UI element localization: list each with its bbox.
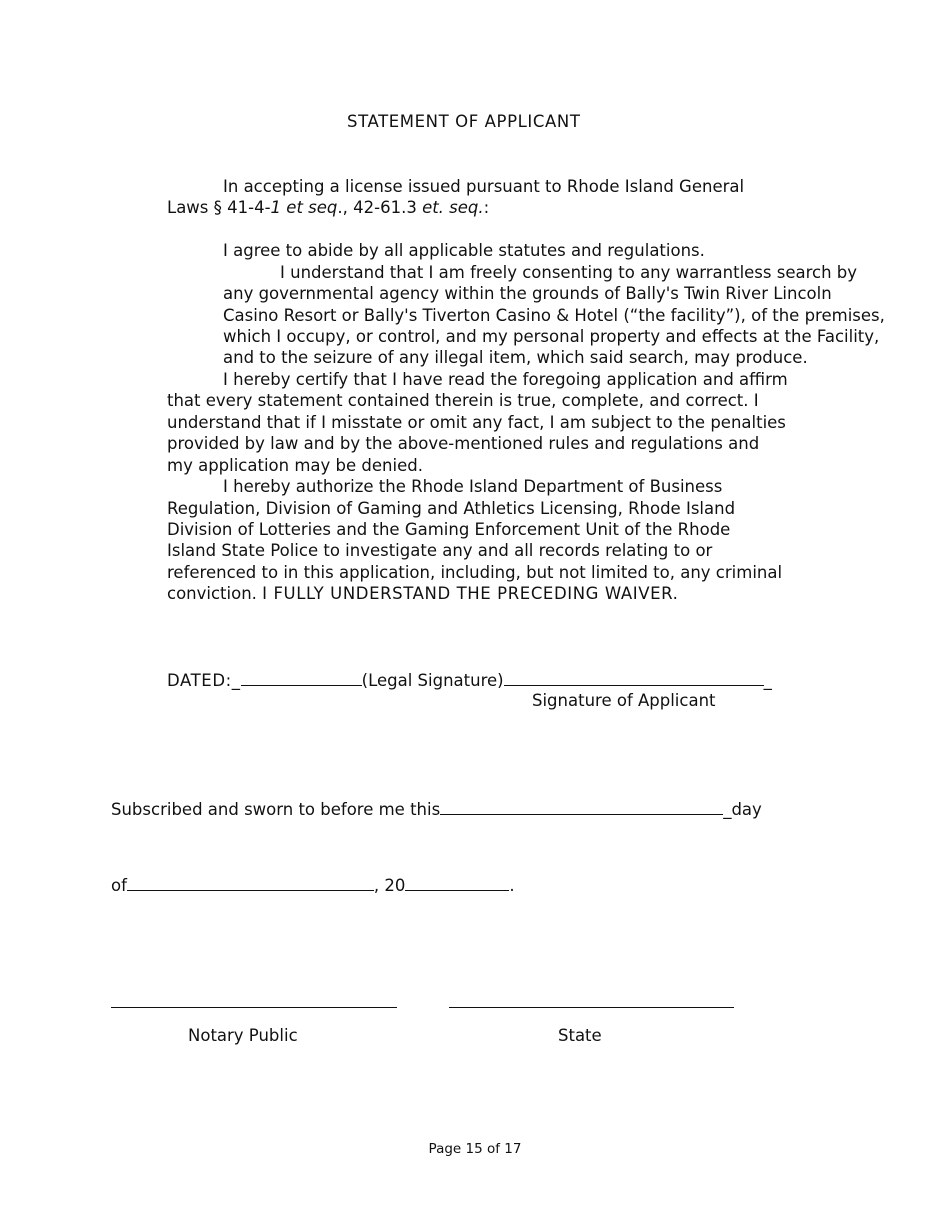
sworn-label: Subscribed and sworn to before me this [111, 800, 441, 819]
search-line: I understand that I am freely consenting to any warrantless search by [280, 263, 858, 282]
certify-line: I hereby certify that I have read the foregoing application and affirm [223, 370, 788, 389]
authorize-line: Division of Lotteries and the Gaming Enforcement Unit of the Rhode [167, 520, 731, 539]
page-number: Page 15 of 17 [428, 1141, 522, 1157]
year-field[interactable] [405, 873, 509, 891]
page-title: STATEMENT OF APPLICANT [347, 112, 581, 131]
authorize-line: referenced to in this application, including, but not limited to, any criminal [167, 563, 783, 582]
authorize-conviction: conviction. [167, 584, 263, 603]
search-line: and to the seizure of any illegal item, which said search, may produce. [223, 348, 808, 367]
sworn-day-field[interactable] [440, 797, 723, 815]
signature-row [167, 668, 772, 691]
intro-et-seq-2: et. seq. [422, 198, 484, 217]
date-field[interactable] [241, 668, 362, 686]
year-prefix: , 20 [373, 876, 406, 895]
dated-label: DATED:_ [167, 671, 241, 690]
search-line: which I occupy, or control, and my personal property and effects at the Facility, [223, 327, 880, 346]
agree-statement: I agree to abide by all applicable statutes and regulations. [223, 241, 705, 260]
search-line: Casino Resort or Bally's Tiverton Casino & Hotel (“the facility”), of the premises, [223, 306, 885, 325]
signature-caption: Signature of Applicant [532, 691, 716, 710]
authorize-line-last [167, 583, 679, 604]
authorize-line: Regulation, Division of Gaming and Athletics Licensing, Rhode Island [167, 499, 736, 518]
month-field[interactable] [127, 873, 374, 891]
authorize-line: I hereby authorize the Rhode Island Department of Business [223, 477, 723, 496]
intro-laws-text-2: ., 42-61.3 [337, 198, 423, 217]
intro-et-seq-1: 1 et seq [270, 198, 338, 217]
authorize-line: Island State Police to investigate any and all records relating to or [167, 541, 713, 560]
certify-line: understand that if I misstate or omit any fact, I am subject to the penalties [167, 413, 786, 432]
notary-caption: Notary Public [188, 1026, 298, 1045]
period: . [509, 876, 515, 895]
search-line: any governmental agency within the grounds of Bally's Twin River Lincoln [223, 284, 832, 303]
signature-field[interactable] [504, 668, 764, 686]
state-line[interactable] [449, 1007, 734, 1008]
legal-signature-label: (Legal Signature) [361, 671, 504, 690]
sworn-day-tail: _day [723, 800, 762, 819]
certify-line: provided by law and by the above-mentioned rules and regulations and [167, 434, 760, 453]
intro-line-1: In accepting a license issued pursuant to Rhode Island General [223, 177, 745, 196]
certify-line: my application may be denied. [167, 456, 423, 475]
of-label: of [111, 876, 127, 895]
month-year-row [111, 873, 515, 896]
notary-signature-line[interactable] [111, 1007, 397, 1008]
intro-line-2 [167, 197, 489, 218]
sworn-row [111, 797, 762, 820]
signature-tail: _ [763, 671, 772, 690]
state-caption: State [558, 1026, 602, 1045]
waiver-statement: I FULLY UNDERSTAND THE PRECEDING WAIVER. [262, 584, 679, 603]
intro-laws-text: Laws § 41-4- [167, 198, 271, 217]
certify-line: that every statement contained therein is true, complete, and correct. I [167, 391, 759, 410]
intro-colon: : [483, 198, 490, 217]
